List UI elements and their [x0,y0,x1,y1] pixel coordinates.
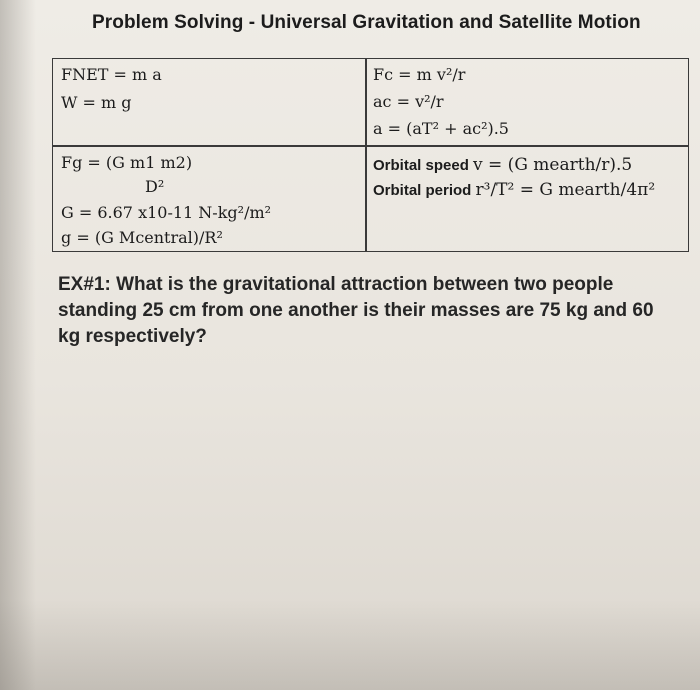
centripetal-accel-formula: ac = v²/r [373,92,444,111]
orbital-speed-row [373,155,632,175]
page-shadow-left [0,0,36,690]
fnet-formula: FNET = m a [61,65,162,84]
gravity-accel-formula: g = (G Mcentral)/R² [61,228,223,247]
table-divider-horizontal [53,145,688,147]
weight-formula: W = m g [61,93,132,112]
table-divider-vertical [365,59,367,251]
orbital-speed-formula: v = (G mearth/r).5 [473,155,633,175]
orbital-speed-label: Orbital speed [373,157,469,174]
orbital-period-label: Orbital period [373,182,472,199]
total-accel-formula: a = (aT² + ac²).5 [373,119,509,138]
orbital-period-formula: r³/T² = G mearth/4π² [475,180,656,200]
gravity-force-denominator: D² [145,177,165,196]
gravity-force-numerator: Fg = (G m1 m2) [61,153,193,172]
gravitational-constant: G = 6.67 x10-11 N-kg²/m² [61,203,272,222]
orbital-period-row [373,180,655,200]
page-shadow-bottom [0,600,700,690]
exercise-question: EX#1: What is the gravitational attraction between two people standing 25 cm from one another is their masses are 75 kg and 60 kg respectively? [58,274,654,347]
page-title: Problem Solving - Universal Gravitation and Satellite Motion [92,12,641,33]
formula-table [52,58,689,252]
centripetal-force-formula: Fc = m v²/r [373,65,466,84]
